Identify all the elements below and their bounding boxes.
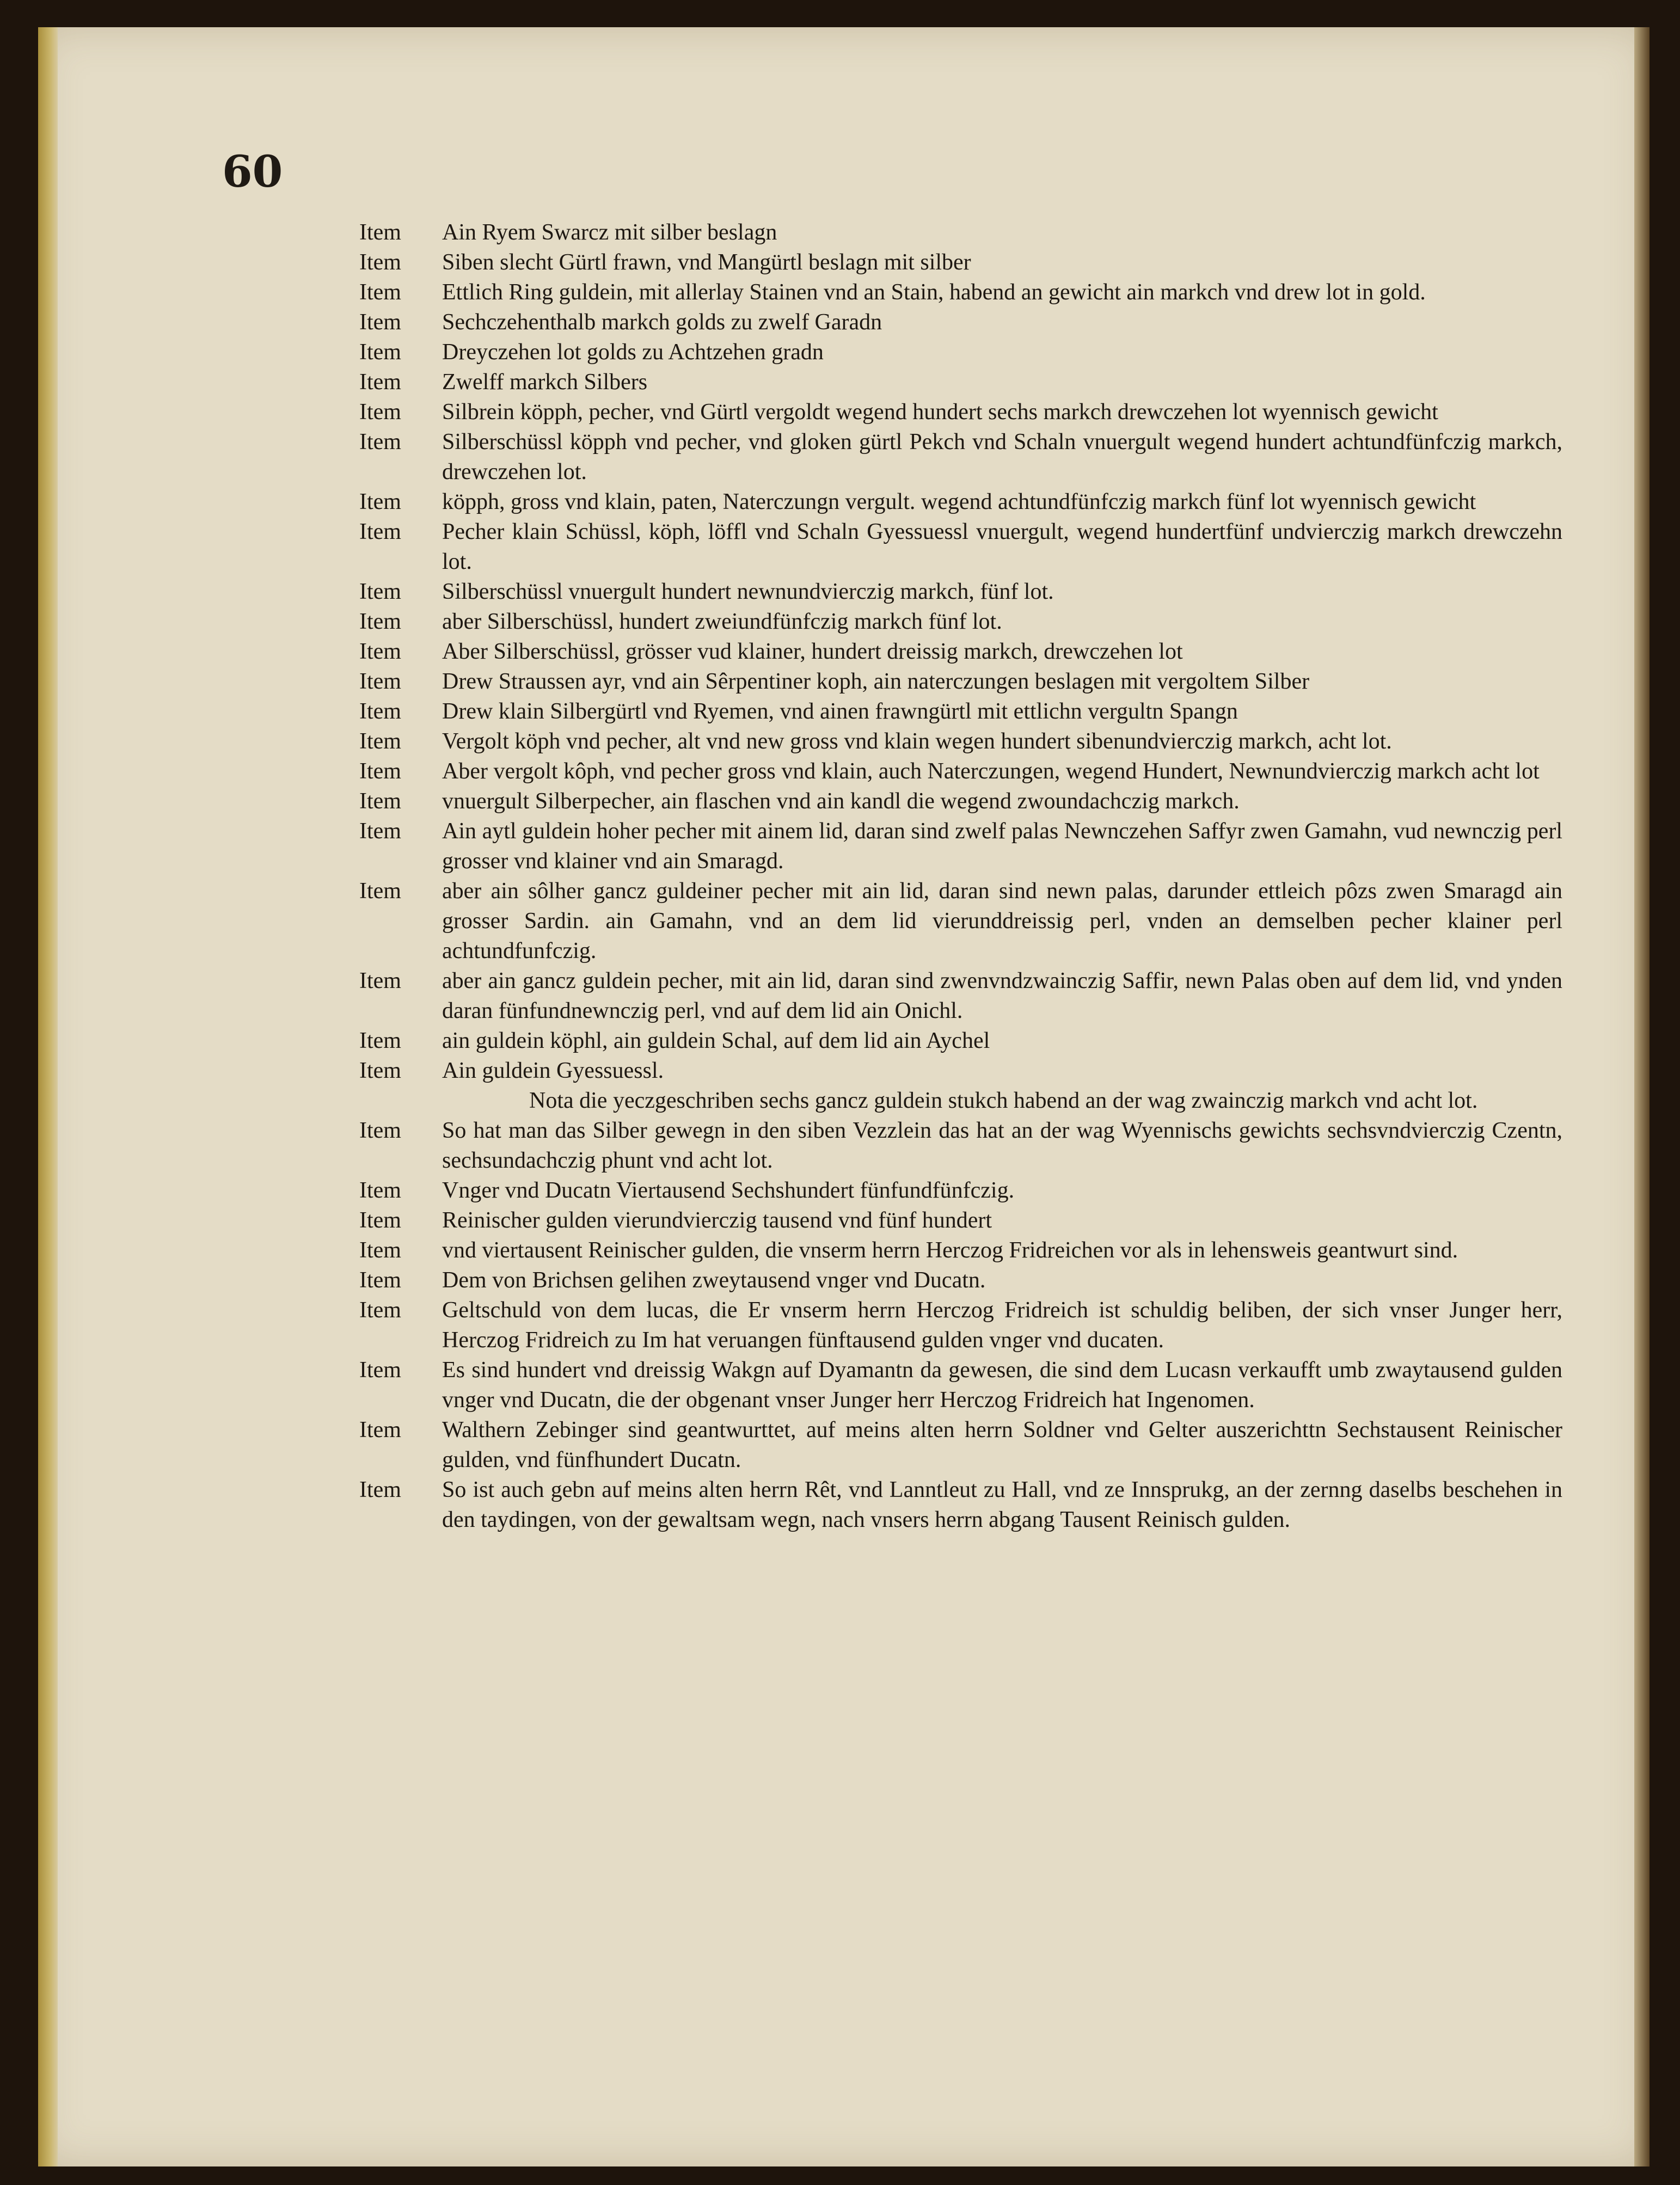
binding-edge (38, 27, 58, 2166)
inventory-entry (359, 278, 1562, 308)
entry-text: Silbrein köpph, pecher, vnd Gürtl vergoldt wegend hundert sechs markch drewczehen lot wyennisch gewicht (442, 400, 1438, 425)
entry-label: Item (359, 1028, 401, 1053)
entry-text: Zwelff markch Silbers (442, 370, 648, 395)
entry-text: Silberschüssl köpph vnd pecher, vnd gloken gürtl Pekch vnd Schaln vnuergult wegend hundert achtundfünfczig markch, drewczehen lot. (442, 429, 1562, 484)
entry-text: Aber vergolt kôph, vnd pecher gross vnd klain, auch Naterczungen, wegend Hundert, Newnundvierczig markch acht lot (442, 759, 1540, 784)
entry-text: Siben slecht Gürtl frawn, vnd Mangürtl beslagn mit silber (442, 250, 971, 275)
inventory-entry (359, 1296, 1562, 1355)
inventory-entry (359, 1116, 1562, 1176)
entry-label: Item (359, 310, 401, 335)
entry-text: Ain Ryem Swarcz mit silber beslagn (442, 220, 777, 245)
inventory-entry (359, 1355, 1562, 1415)
entry-text: vnuergult Silberpecher, ain flaschen vnd ain kandl die wegend zwoundachczig markch. (442, 789, 1240, 814)
entry-label: Item (359, 1118, 401, 1143)
entry-label: Item (359, 489, 401, 514)
entry-label: Item (359, 370, 401, 395)
inventory-entry (359, 1206, 1562, 1236)
inventory-entry (359, 1415, 1562, 1475)
inventory-list (359, 218, 1562, 1535)
entry-text: Pecher klain Schüssl, köph, löffl vnd Schaln Gyessuessl vnuergult, wegend hundertfünf undvierczig markch drewczehn lot. (442, 519, 1562, 574)
entry-label: Item (359, 1178, 401, 1203)
inventory-entry (359, 757, 1562, 787)
entry-label: Item (359, 1268, 401, 1293)
entry-text: aber Silberschüssl, hundert zweiundfünfczig markch fünf lot. (442, 609, 1002, 634)
entry-label: Item (359, 609, 401, 634)
entry-label: Item (359, 220, 401, 245)
inventory-entry (359, 966, 1562, 1026)
entry-text: Walthern Zebinger sind geantwurttet, auf meins alten herrn Soldner vnd Gelter auszerichttn Sechstausent Reinischer gulden, vnd fünfhundert Ducatn. (442, 1417, 1562, 1472)
inventory-entry (359, 308, 1562, 337)
entry-text: ain guldein köphl, ain guldein Schal, auf dem lid ain Aychel (442, 1028, 990, 1053)
inventory-entry (359, 607, 1562, 637)
inventory-entry (359, 487, 1562, 517)
entry-label: Item (359, 519, 401, 544)
entry-label: Item (359, 1477, 401, 1502)
inventory-entry (359, 337, 1562, 367)
entry-label: Item (359, 250, 401, 275)
entry-label: Item (359, 1358, 401, 1383)
entry-label: Item (359, 639, 401, 664)
inventory-entry (359, 876, 1562, 966)
entry-text: Reinischer gulden vierundvierczig tausend vnd fünf hundert (442, 1208, 992, 1233)
entry-text: Ettlich Ring guldein, mit allerlay Stainen vnd an Stain, habend an gewicht ain markch vnd drew lot in gold. (442, 280, 1426, 305)
entry-label: Item (359, 1298, 401, 1323)
inventory-entry (359, 1026, 1562, 1056)
nota-paragraph: Nota die yeczgeschriben sechs gancz guldein stukch habend an der wag zwainczig markch vnd acht lot. (529, 1088, 1478, 1113)
spine-shadow (1634, 27, 1650, 2166)
inventory-entry (359, 1475, 1562, 1535)
entry-text: Vergolt köph vnd pecher, alt vnd new gross vnd klain wegen hundert sibenundvierczig markch, acht lot. (442, 729, 1392, 754)
entry-text: Dem von Brichsen gelihen zweytausend vnger vnd Ducatn. (442, 1268, 986, 1293)
inventory-entry (359, 667, 1562, 697)
inventory-entry (359, 697, 1562, 727)
inventory-entry (359, 787, 1562, 817)
inventory-entry (359, 817, 1562, 876)
entry-text: köpph, gross vnd klain, paten, Naterczungn vergult. wegend achtundfünfczig markch fünf lot wyennisch gewicht (442, 489, 1476, 514)
inventory-entry (359, 727, 1562, 757)
inventory-entry (359, 577, 1562, 607)
inventory-entry (359, 218, 1562, 248)
entry-text: Ain aytl guldein hoher pecher mit ainem lid, daran sind zwelf palas Newnczehen Saffyr zwen Gamahn, vud newnczig perl grosser vnd klainer vnd ain Smaragd. (442, 819, 1562, 874)
entry-label: Item (359, 759, 401, 784)
inventory-entry (359, 1176, 1562, 1206)
entry-label: Item (359, 400, 401, 425)
entry-label: Item (359, 879, 401, 904)
entry-text: So hat man das Silber gewegn in den siben Vezzlein das hat an der wag Wyennischs gewichts sechsvndvierczig Czentn, sechsundachczig phunt vnd acht lot. (442, 1118, 1562, 1173)
inventory-entry (359, 637, 1562, 667)
entry-label: Item (359, 429, 401, 455)
entry-label: Item (359, 699, 401, 724)
entry-text: Vnger vnd Ducatn Viertausend Sechshundert fünfundfünfczig. (442, 1178, 1015, 1203)
inventory-entry (359, 1266, 1562, 1296)
entry-label: Item (359, 1417, 401, 1443)
entry-label: Item (359, 968, 401, 993)
entry-label: Item (359, 1058, 401, 1083)
entry-text: Aber Silberschüssl, grösser vud klainer, hundert dreissig markch, drewczehen lot (442, 639, 1183, 664)
inventory-entry (359, 1056, 1562, 1086)
entry-text: Silberschüssl vnuergult hundert newnundvierczig markch, fünf lot. (442, 579, 1054, 604)
entry-text: Drew Straussen ayr, vnd ain Sêrpentiner koph, ain naterczungen beslagen mit vergoltem Silber (442, 669, 1310, 694)
entry-text: Ain guldein Gyessuessl. (442, 1058, 664, 1083)
entry-label: Item (359, 340, 401, 365)
entry-label: Item (359, 819, 401, 844)
entry-label: Item (359, 1208, 401, 1233)
entry-label: Item (359, 1238, 401, 1263)
entry-text: aber ain gancz guldein pecher, mit ain lid, daran sind zwenvndzwainczig Saffir, newn Palas oben auf dem lid, vnd ynden daran fünfundnewnczig perl, vnd auf dem lid ain Onichl. (442, 968, 1562, 1023)
entry-text: Geltschuld von dem lucas, die Er vnserm herrn Herczog Fridreich ist schuldig beliben, der sich vnser Junger herr, Herczog Fridreich zu Im hat veruangen fünftausend gulden vnger vnd ducaten. (442, 1298, 1562, 1353)
page-number: 60 (222, 146, 283, 197)
entry-text: Dreyczehen lot golds zu Achtzehen gradn (442, 340, 824, 365)
entry-label: Item (359, 579, 401, 604)
entry-text: Es sind hundert vnd dreissig Wakgn auf Dyamantn da gewesen, die sind dem Lucasn verkaufft umb zwaytausend gulden vnger vnd Ducatn, die der obgenant vnser Junger herr Herczog Fridreich hat Ingenomen. (442, 1358, 1562, 1413)
inventory-entry (359, 1236, 1562, 1266)
entry-text: aber ain sôlher gancz guldeiner pecher mit ain lid, daran sind newn palas, darunder ettleich pôzs zwen Smaragd ain grosser Sardin. ain Gamahn, vnd an dem lid vierunddreissig perl, vnden an demselben pecher klainer perl achtundfunfczig. (442, 879, 1562, 963)
inventory-entry (359, 248, 1562, 278)
inventory-entry (359, 427, 1562, 487)
entry-label: Item (359, 669, 401, 694)
inventory-entry (359, 397, 1562, 427)
inventory-entry (359, 367, 1562, 397)
entry-label: Item (359, 280, 401, 305)
entry-label: Item (359, 789, 401, 814)
inventory-entry (359, 517, 1562, 577)
entry-label: Item (359, 729, 401, 754)
entry-text: vnd viertausent Reinischer gulden, die vnserm herrn Herczog Fridreichen vor als in lehensweis geantwurt sind. (442, 1238, 1458, 1263)
entry-text: So ist auch gebn auf meins alten herrn Rêt, vnd Lanntleut zu Hall, vnd ze Innsprukg, an der zernng daselbs beschehen in den taydingen, von der gewaltsam wegn, nach vnsers herrn abgang Tausent Reinisch gulden. (442, 1477, 1562, 1532)
entry-text: Sechczehenthalb markch golds zu zwelf Garadn (442, 310, 882, 335)
entry-text: Drew klain Silbergürtl vnd Ryemen, vnd ainen frawngürtl mit ettlichn vergultn Spangn (442, 699, 1238, 724)
